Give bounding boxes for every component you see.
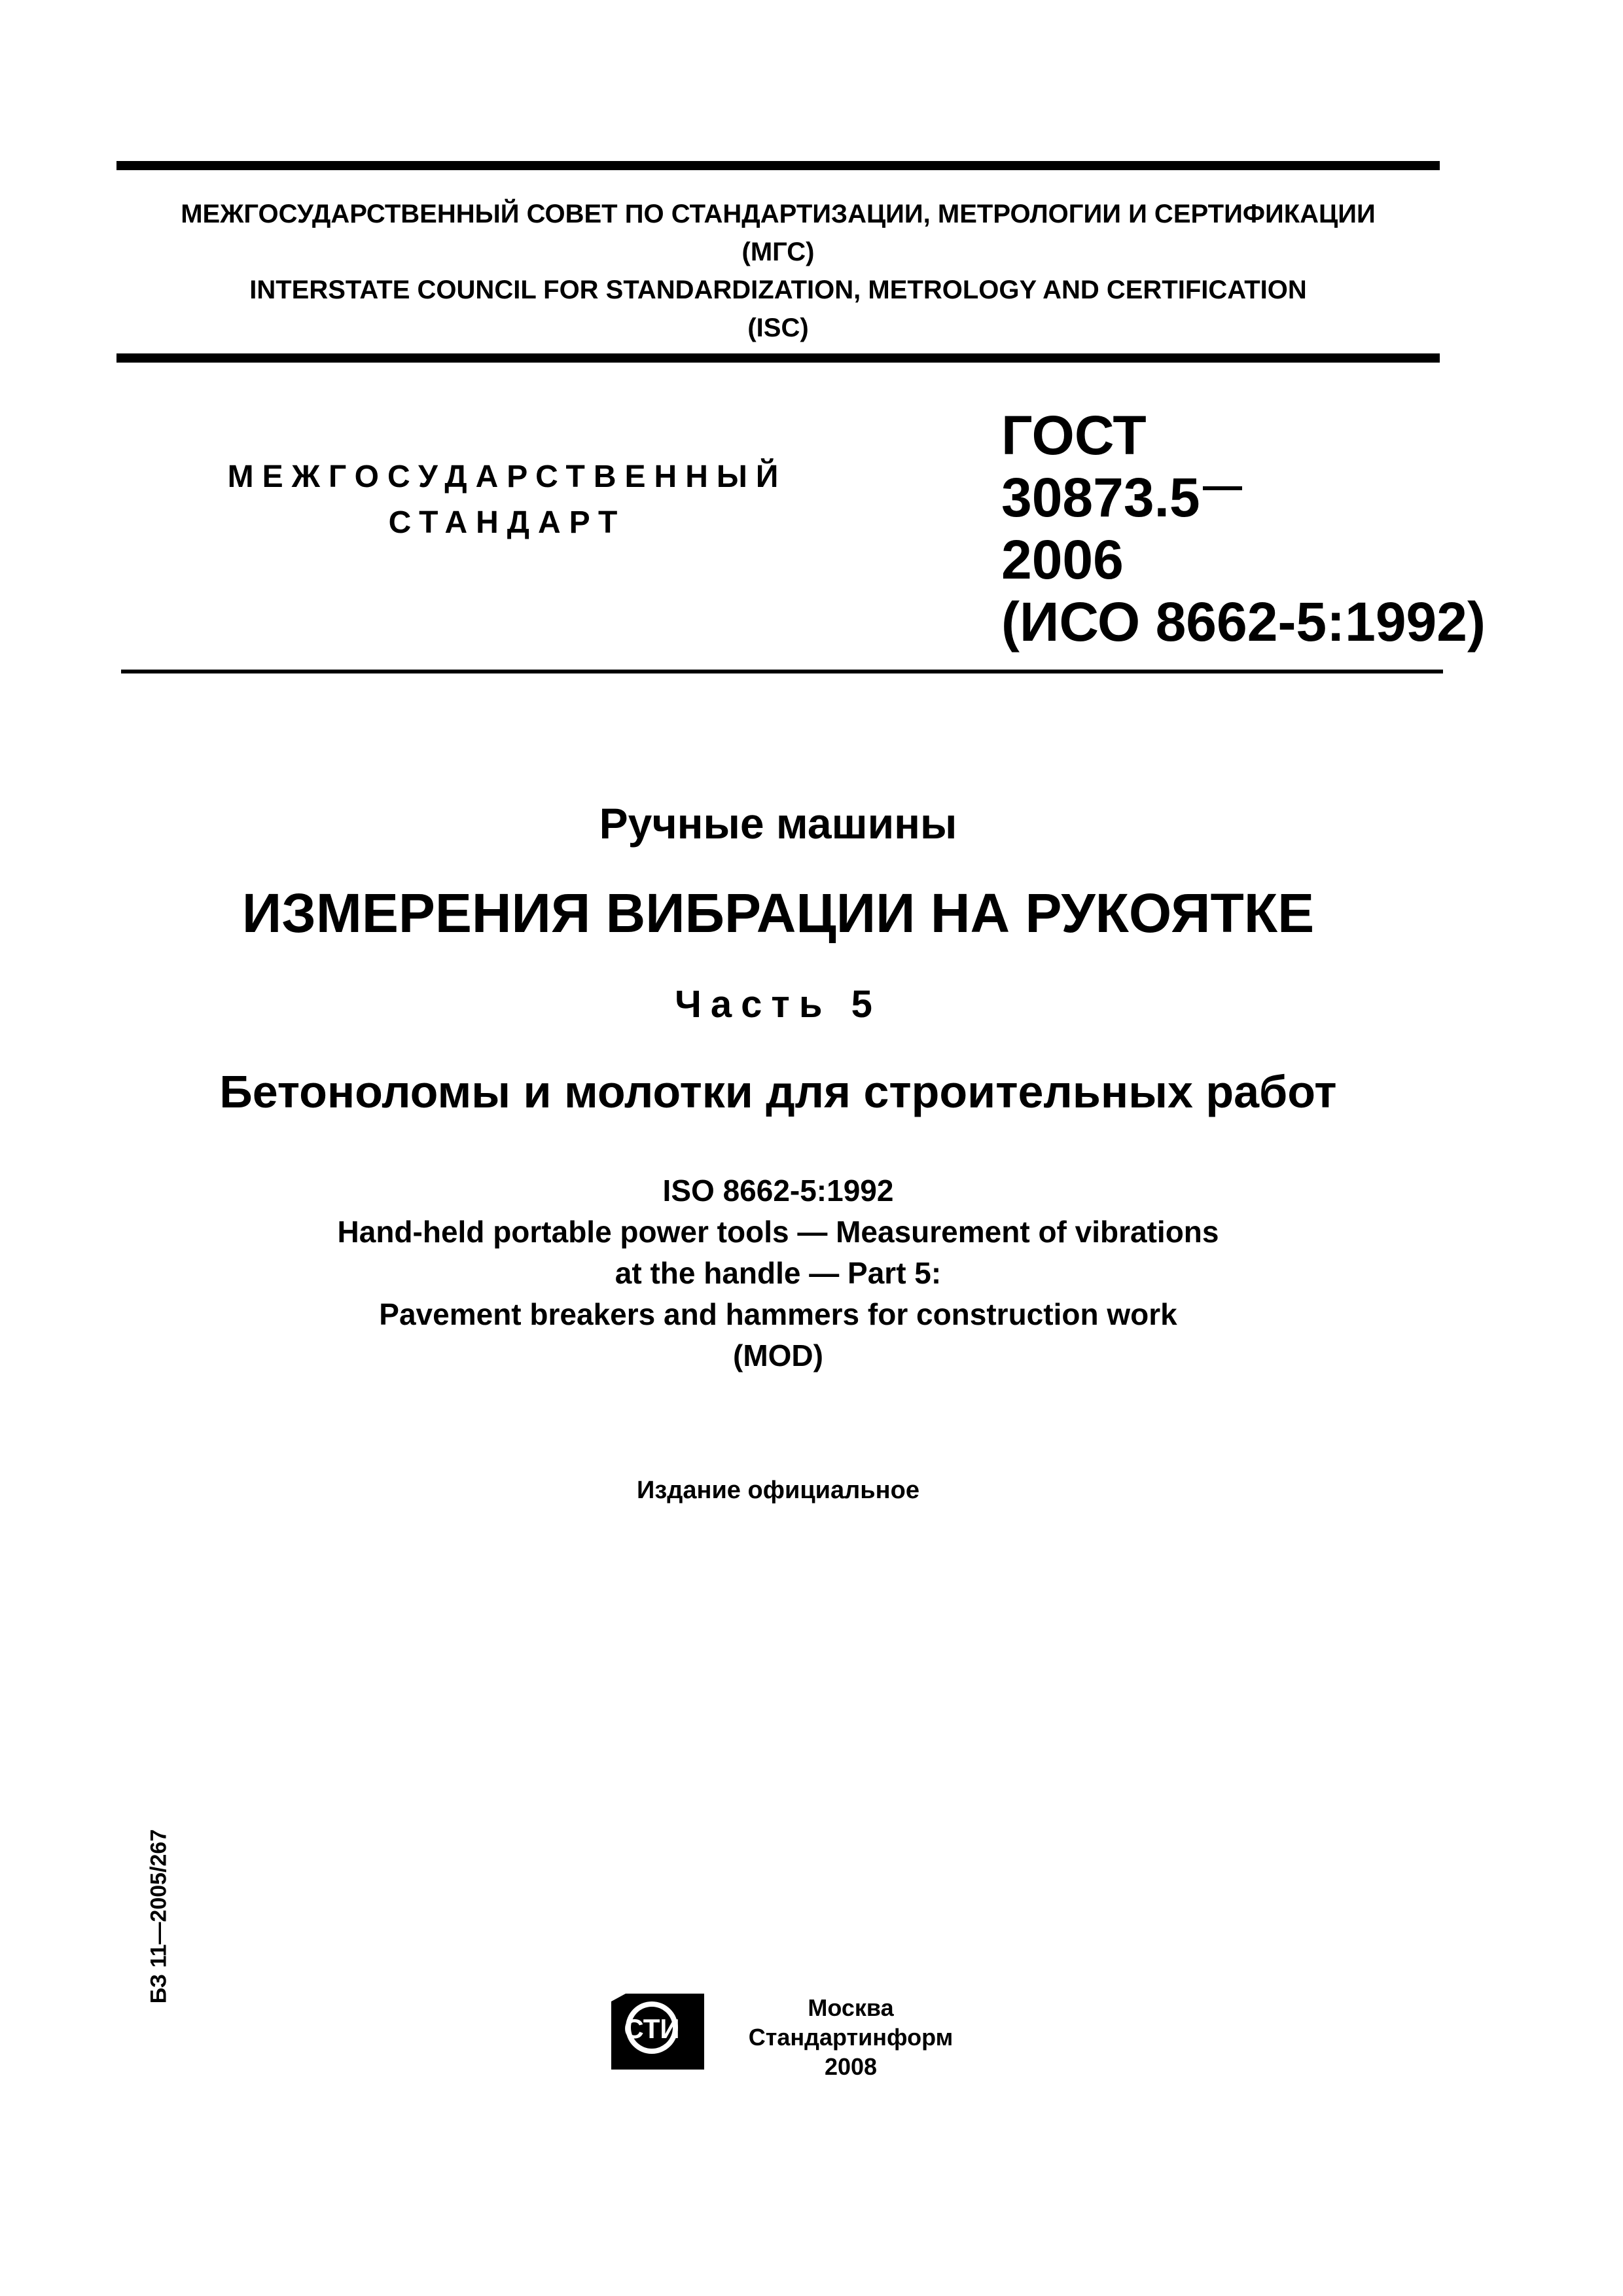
council-header — [116, 195, 1440, 347]
publisher-name: Стандартинформ — [748, 2024, 954, 2051]
standard-type-line-1: МЕЖГОСУДАРСТВЕННЫЙ — [227, 459, 787, 494]
gost-year: 2006 — [1001, 529, 1124, 590]
standard-type — [164, 454, 851, 546]
standard-type-line-2: СТАНДАРТ — [388, 505, 626, 540]
gost-iso-ref: (ИСО 8662-5:1992) — [1001, 591, 1486, 653]
iso-line-4: Pavement breakers and hammers for construction work — [379, 1297, 1177, 1331]
logo-letters: СТИ — [624, 2013, 680, 2044]
council-name-en: INTERSTATE COUNCIL FOR STANDARDIZATION, METROLOGY AND CERTIFICATION — [249, 276, 1307, 304]
publisher-logo-icon — [609, 1991, 707, 2072]
gost-dash — [1203, 486, 1242, 490]
iso-line-2: Hand-held portable power tools — Measurement of vibrations — [337, 1215, 1219, 1249]
gost-label: ГОСТ — [1001, 404, 1147, 466]
title-part: Часть 5 — [675, 983, 882, 1026]
side-code: БЗ 11—2005/267 — [146, 1829, 171, 2004]
iso-line-1: ISO 8662-5:1992 — [662, 1174, 894, 1208]
council-abbr-en: (ISC) — [747, 314, 809, 342]
header-bottom-rule — [116, 353, 1440, 363]
edition-label: Издание официальное — [637, 1477, 919, 1504]
title-machines: Ручные машины — [599, 799, 957, 848]
designation-rule — [121, 670, 1443, 673]
iso-line-5: (MOD) — [733, 1338, 823, 1372]
iso-reference — [116, 1170, 1440, 1376]
iso-line-3: at the handle — Part 5: — [615, 1256, 942, 1290]
title-subtitle: Бетоноломы и молотки для строительных работ — [219, 1066, 1337, 1117]
council-abbr-ru: (МГС) — [741, 238, 815, 266]
publisher-info — [740, 1993, 962, 2081]
gost-designation — [1001, 404, 1486, 653]
gost-number: 30873.5 — [1001, 467, 1200, 528]
gost-number-line — [1001, 467, 1486, 529]
publisher-year: 2008 — [824, 2053, 878, 2080]
title-main: ИЗМЕРЕНИЯ ВИБРАЦИИ НА РУКОЯТКЕ — [241, 882, 1315, 944]
header-top-rule — [116, 161, 1440, 170]
council-name-ru: МЕЖГОСУДАРСТВЕННЫЙ СОВЕТ ПО СТАНДАРТИЗАЦИИ, МЕТРОЛОГИИ И СЕРТИФИКАЦИИ — [181, 200, 1376, 228]
publisher-city: Москва — [808, 1994, 894, 2021]
